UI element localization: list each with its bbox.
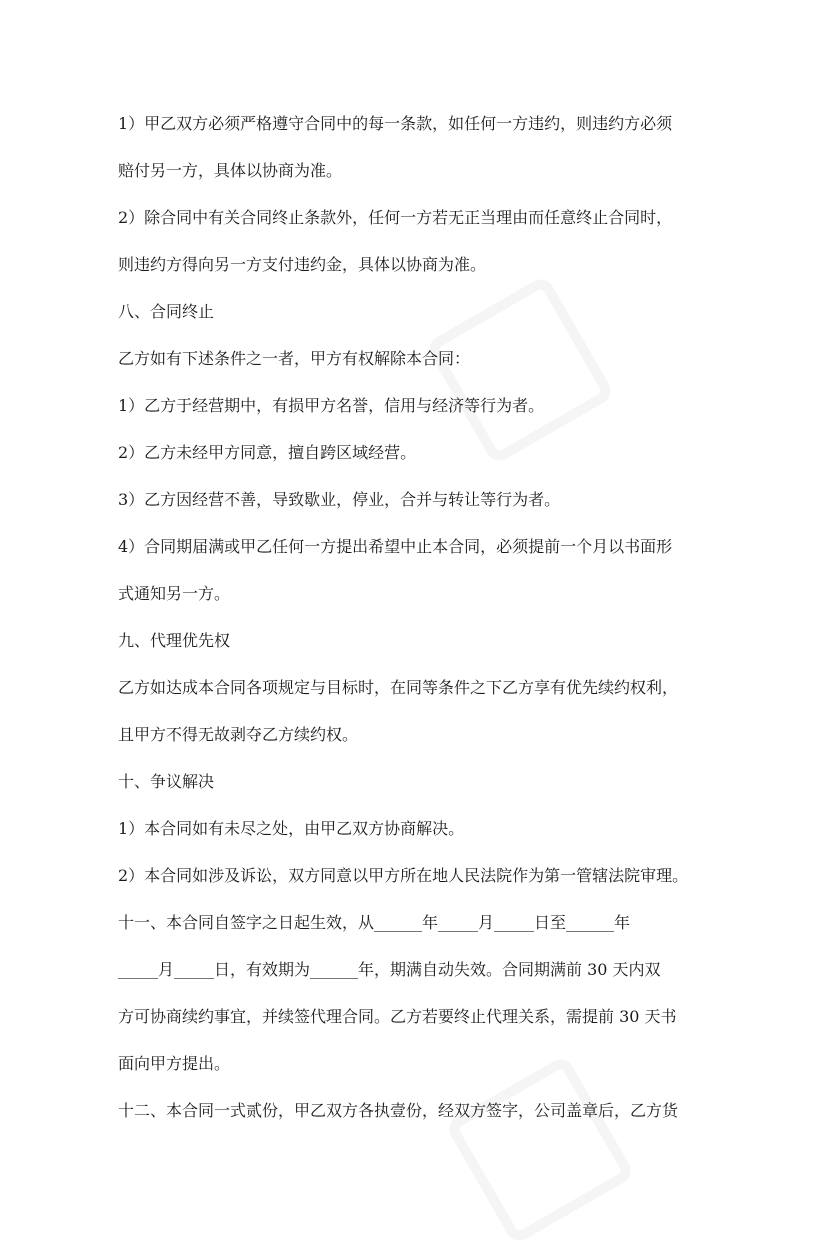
termination-item-4 (118, 523, 718, 617)
section-heading-priority (118, 617, 718, 664)
text-line: 面向甲方提出。 (118, 1054, 231, 1073)
text-line: 则违约方得向另一方支付违约金，具体以协商为准。 (118, 255, 487, 274)
clause-2-paragraph (118, 194, 718, 288)
text-line: 方可协商续约事宜，并续签代理合同。乙方若要终止代理关系，需提前 30 天书 (118, 1007, 677, 1026)
termination-intro (118, 335, 718, 382)
text-line: 乙方如有下述条件之一者，甲方有权解除本合同： (118, 349, 471, 368)
text-line: 十二、本合同一式贰份，甲乙双方各执壹份，经双方签字，公司盖章后，乙方货 (118, 1101, 679, 1120)
text-line: 1）甲乙双方必须严格遵守合同中的每一条款，如任何一方违约，则违约方必须 (118, 114, 673, 133)
text-line: 八、合同终止 (118, 302, 215, 321)
text-line: _____月_____日，有效期为______年，期满自动失效。合同期满前 30 天内双 (118, 960, 661, 979)
clause-12-paragraph (118, 1087, 718, 1134)
termination-item-2 (118, 429, 718, 476)
clause-1-paragraph (118, 100, 718, 194)
text-line: 1）本合同如有未尽之处，由甲乙双方协商解决。 (118, 819, 465, 838)
dispute-item-1 (118, 805, 718, 852)
text-line: 且甲方不得无故剥夺乙方续约权。 (118, 725, 359, 744)
text-line: 式通知另一方。 (118, 584, 231, 603)
text-line: 十一、本合同自签字之日起生效，从______年_____月_____日至______年 (118, 913, 631, 932)
text-line: 九、代理优先权 (118, 631, 231, 650)
clause-11-paragraph (118, 899, 718, 1087)
document-body (118, 100, 718, 1134)
text-line: 乙方如达成本合同各项规定与目标时，在同等条件之下乙方享有优先续约权利， (118, 678, 679, 697)
text-line: 2）乙方未经甲方同意，擅自跨区域经营。 (118, 443, 417, 462)
text-line: 1）乙方于经营期中，有损甲方名誉，信用与经济等行为者。 (118, 396, 545, 415)
priority-paragraph (118, 664, 718, 758)
text-line: 十、争议解决 (118, 772, 215, 791)
text-line: 赔付另一方，具体以协商为准。 (118, 161, 343, 180)
section-heading-termination (118, 288, 718, 335)
termination-item-1 (118, 382, 718, 429)
section-heading-dispute (118, 758, 718, 805)
dispute-item-2 (118, 852, 718, 899)
text-line: 2）除合同中有关合同终止条款外，任何一方若无正当理由而任意终止合同时， (118, 208, 673, 227)
text-line: 4）合同期届满或甲乙任何一方提出希望中止本合同，必须提前一个月以书面形 (118, 537, 673, 556)
text-line: 3）乙方因经营不善，导致歇业，停业，合并与转让等行为者。 (118, 490, 561, 509)
termination-item-3 (118, 476, 718, 523)
text-line: 2）本合同如涉及诉讼，双方同意以甲方所在地人民法院作为第一管辖法院审理。 (118, 866, 689, 885)
